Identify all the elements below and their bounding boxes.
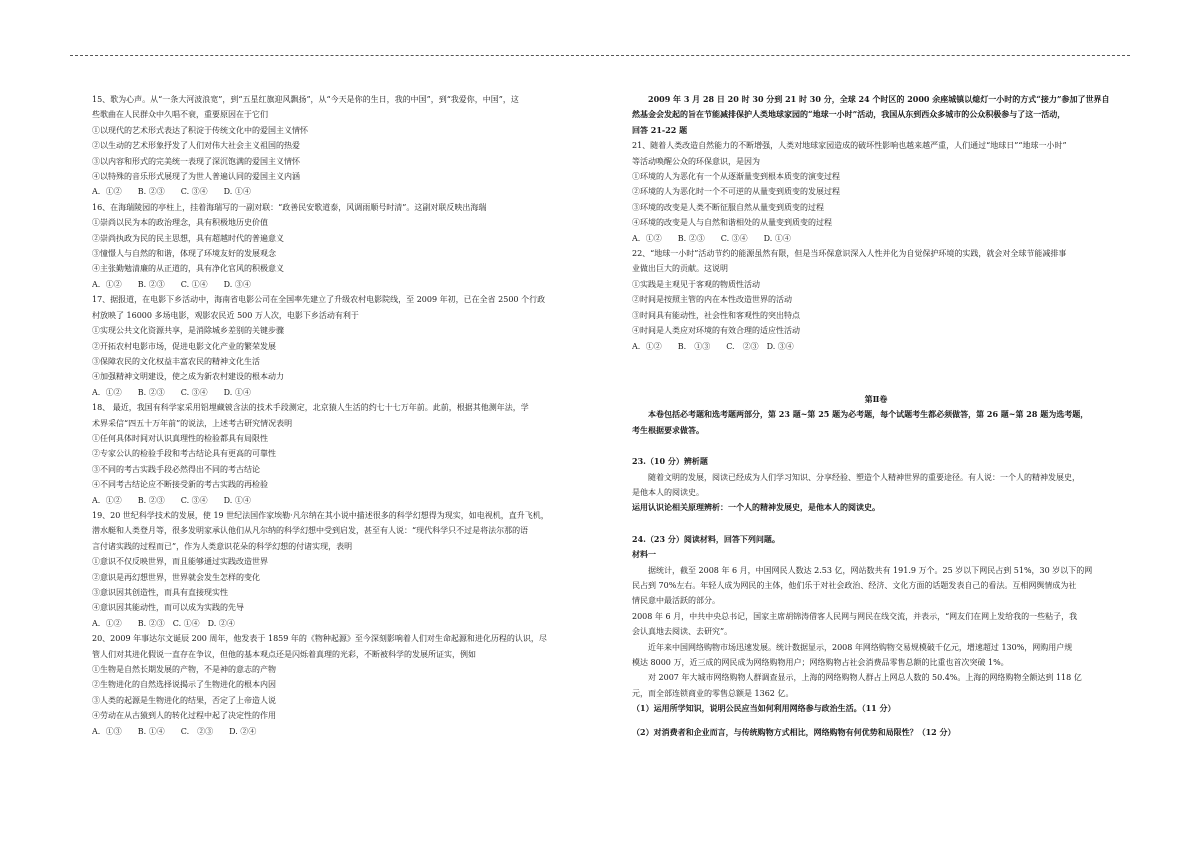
body-line: 会认真地去阅读、去研究”。 (632, 627, 733, 637)
stem-line: 16、在海瑞陵园的亭柱上，挂着海瑞写的一副对联：“政善民安歌道泰，风调雨顺号时清”。这副对联反映出海瑞 (92, 202, 487, 212)
option-line: ①实现公共文化资源共享，是消除城乡差别的关键步骤 (92, 326, 284, 336)
body-line: 模达 8000 万，近三成的网民成为网络购物用户；网络购物占社会消费品零售总额的比重也首次突破 1%。 (632, 658, 1009, 667)
stem-line: 19、20 世纪科学技术的发展，使 19 世纪法国作家埃勒·凡尔纳在其小说中描述很多的科学幻想得为现实，如电视机，直升飞机， (92, 510, 549, 520)
body-line: 随着文明的发展，阅读已经成为人们学习知识、分享经验、塑造个人精神世界的重要途径。有人说：一个人的精神发展史， (648, 472, 1080, 482)
material-label: 材料一 (632, 549, 656, 560)
option-line: ③不同的考古实践手段必然得出不同的考古结论 (92, 464, 260, 474)
left-column (92, 92, 592, 739)
option-line: ①生物是自然长期发展的产物，不是神的意志的产物 (92, 665, 276, 675)
body-line: 据统计，截至 2008 年 6 月，中国网民人数达 2.53 亿，网站数共有 191.9 万个。25 岁以下网民占到 51%，30 岁以下的网 (648, 565, 1093, 575)
question-20 (92, 631, 592, 739)
option-line: ④意识因其能动性，而可以成为实践的先导 (92, 603, 244, 613)
option-line: ②生物进化的自然选择说揭示了生物进化的根本内因 (92, 680, 276, 690)
sub-question-2: （2）对消费者和企业而言，与传统购物方式相比，网络购物有何优势和局限性？（12 分） (632, 726, 956, 737)
body-line: 近年来中国网络购物市场迅速发展。统计数据显示，2008 年网络购物交易规模破千亿元，增速超过 130%，网购用户规 (648, 642, 1073, 652)
stem-line: 15、歌为心声。从“一条大河波浪宽”，到“五星红旗迎风飘扬”，从“今天是你的生日，我的中国”，到“我爱你，中国”，这 (92, 95, 519, 104)
stem-line: 21、随着人类改造自然能力的不断增强，人类对地球家园造成的破坏性影响也越来越严重，人们通过“地球日”“地球一小时” (632, 141, 1067, 151)
option-line: ②以生动的艺术形象抒发了人们对伟大社会主义祖国的热爱 (92, 141, 300, 151)
part-two-title: 第Ⅱ卷 (864, 393, 888, 404)
option-line: ②时间是按照主管的内在本性改造世界的活动 (632, 295, 792, 305)
option-line: ③憧憬人与自然的和谐，体现了环境友好的发展观念 (92, 249, 276, 259)
answer-choices: A．①② B. ②③ C. ③④ D. ①④ (632, 233, 791, 243)
option-line: ②崇尚执政为民的民主思想，具有超越时代的普遍意义 (92, 233, 284, 243)
question-22 (632, 246, 1120, 354)
stem-line: 些歌曲在人民群众中久唱不衰，重要原因在于它们 (92, 110, 268, 120)
reading-intro (632, 92, 1120, 138)
option-line: ②环境的人为恶化时一个不可逆的从量变到质变的发展过程 (632, 187, 840, 197)
question-heading: 23.（10 分）辨析题 (632, 456, 708, 467)
option-line: ④不同考古结论应不断接受新的考古实践的再检验 (92, 480, 268, 490)
stem-line: 村放映了 16000 多场电影，观影农民近 500 万人次，电影下乡活动有利于 (92, 310, 359, 320)
option-line: ①环境的人为恶化有一个从逐渐量变到根本质变的演变过程 (632, 172, 840, 182)
answer-choices: A．①② B. ②③ C. ③④ D. ①④ (92, 387, 251, 397)
option-line: ③人类的起源是生物进化的结果，否定了上帝造人说 (92, 695, 276, 705)
stem-line: 20、2009 年事达尔文诞辰 200 周年，他发表于 1859 年的《物种起源》至今深刻影响着人们对生命起源和进化历程的认识，尽 (92, 634, 547, 644)
body-line: 对 2007 年大城市网络购物人群调查显示，上海的网络购物人群占上网总人数的 50.4%。上海的网络购物全额达到 118 亿 (648, 673, 1082, 683)
option-line: ④加强精神文明建设，使之成为新农村建设的根本动力 (92, 372, 284, 382)
answer-choices: A．①② B. ②③ C. ③④ D. ①④ (92, 187, 251, 197)
option-line: ②开拓农村电影市场，促进电影文化产业的繁荣发展 (92, 341, 276, 351)
stem-line: 22、“地球一小时”活动节约的能源虽然有限，但是当环保意识深入人性并化为自觉保护环境的实践，就会对全球节能减排事 (632, 249, 1067, 259)
right-column (632, 92, 1120, 740)
question-19 (92, 508, 592, 631)
stem-line: 18、 最近，我国有科学家采用铝埋藏铍含法的技术手段测定，北京猿人生活的约七十七万年前。此前，根据其他测年法，学 (92, 403, 529, 413)
option-line: ③时间具有能动性，社会性和客观性的突出特点 (632, 310, 800, 320)
intro-line: 回答 21-22 题 (632, 124, 688, 135)
intro-line: 然基金会发起的旨在节能减排保护人类地球家园的“地球一小时”活动，我国从东到西众多城市的公众积极参与了这一活动， (632, 109, 1066, 120)
stem-line: 管人们对其进化假说一直存在争议，但他的基本观点还是闪烁着真理的光彩，不断被科学的发展所证实，例如 (92, 649, 476, 659)
option-line: ③以内容和形式的完美统一表现了深沉饱满的爱国主义情怀 (92, 156, 300, 166)
stem-line: 潜水艇和人类登月等，很多发明家承认他们从凡尔纳的科学幻想中受到启发，甚至有人说：“现代科学只不过是将法尔那的语 (92, 526, 529, 536)
option-line: ④主张勤勉清廉的从正道的，具有净化官风的积极意义 (92, 264, 284, 274)
option-line: ①意识不仅反映世界，而且能够通过实践改造世界 (92, 557, 268, 567)
option-line: ①任何具体时间对认识真理性的检验都具有局限性 (92, 433, 268, 443)
option-line: ③环境的改变是人类不断征服自然从量变到质变的过程 (632, 202, 824, 212)
stem-line: 言付诸实践的过程而已”，作为人类意识花朵的科学幻想的付诸实现，表明 (92, 541, 353, 551)
part-two-desc-line: 考生根据要求做答。 (632, 424, 704, 435)
option-line: ①实践是主观见于客观的物质性活动 (632, 279, 760, 289)
question-17 (92, 292, 592, 400)
option-line: ①崇尚以民为本的政治理念，具有积极地历史价值 (92, 218, 268, 228)
question-24 (632, 532, 1120, 740)
option-line: ④劳动在从古猿到人的转化过程中起了决定性的作用 (92, 711, 276, 721)
answer-choices: A．①② B. ②③ C. ③④ D. ①④ (92, 495, 251, 505)
sub-question-1: （1）运用所学知识，说明公民应当如何利用网络参与政治生活。（11 分） (632, 703, 896, 714)
option-line: ④环境的改变是人与自然和谐相处的从量变到质变的过程 (632, 218, 832, 228)
intro-line: 2009 年 3 月 28 日 20 时 30 分到 21 时 30 分，全球 24 个时区的 2000 余座城镇以熄灯一小时的方式“接力”参加了世界自 (648, 94, 1110, 104)
question-23 (632, 454, 1120, 516)
stem-line: 业做出巨大的贡献。这说明 (632, 264, 728, 274)
body-line: 是他本人的阅读史。 (632, 487, 704, 497)
part-two-section (632, 392, 1120, 438)
stem-line: 17、据报道，在电影下乡活动中，海南省电影公司在全国率先建立了升级农村电影院线，至 2009 年初，已在全省 2500 个行政 (92, 295, 546, 305)
answer-choices: A．①② B. ①③ C. ②③ D. ③④ (632, 341, 794, 351)
body-line: 情民意中最活跃的部分。 (632, 596, 720, 606)
option-line: ④以特殊的音乐形式展现了为世人普遍认同的爱国主义内涵 (92, 172, 300, 182)
option-line: ③意识因其创造性，而具有直接现实性 (92, 588, 228, 597)
answer-choices: A．①② B. ②③ C. ①④ D. ②④ (92, 618, 235, 628)
top-dashed-rule (70, 55, 1130, 56)
option-line: ①以现代的艺术形式表达了积淀于传统文化中的爱国主义情怀 (92, 125, 308, 135)
option-line: ④时间是人类应对环境的有效合理的适应性活动 (632, 326, 800, 336)
stem-line: 术界采信“四五十万年前”的说法，上述考古研究情况表明 (92, 418, 293, 428)
body-line: 元，而全部连锁商业的零售总额是 1362 亿。 (632, 688, 794, 698)
part-two-desc-line: 本卷包括必考题和选考题两部分，第 23 题~第 25 题为必考题，每个试题考生都必须做答，第 26 题~第 28 题为选考题， (648, 409, 1089, 420)
question-16 (92, 200, 592, 292)
answer-choices: A．①③ B. ①④ C. ②③ D. ②④ (92, 726, 257, 736)
question-18 (92, 400, 592, 508)
question-21 (632, 138, 1120, 246)
stem-line: 等活动唤醒公众的环保意识，是因为 (632, 156, 760, 166)
question-15 (92, 92, 592, 200)
option-line: ③保障农民的文化权益丰富农民的精神文化生活 (92, 356, 260, 366)
option-line: ②专家公认的检验手段和考古结论具有更高的可靠性 (92, 449, 276, 459)
task-line: 运用认识论相关原理辨析：一个人的精神发展史，是他本人的阅读史。 (632, 502, 880, 513)
question-heading: 24.（23 分）阅读材料，回答下列问题。 (632, 533, 780, 544)
answer-choices: A．①② B. ②③ C. ①④ D. ③④ (92, 279, 251, 289)
body-line: 民占到 70%左右。年轻人成为网民的主体，他们乐于对社会政治、经济、文化方面的话题发表自己的看法。互相网舆情成为社 (632, 580, 1077, 590)
body-line: 2008 年 6 月，中共中央总书记，国家主席胡锦涛借客人民网与网民在线交流，并表示，“网友们在网上发给我的一些粘子，我 (632, 611, 1078, 621)
option-line: ②意识是再幻想世界，世界就会发生怎样的变化 (92, 572, 260, 582)
